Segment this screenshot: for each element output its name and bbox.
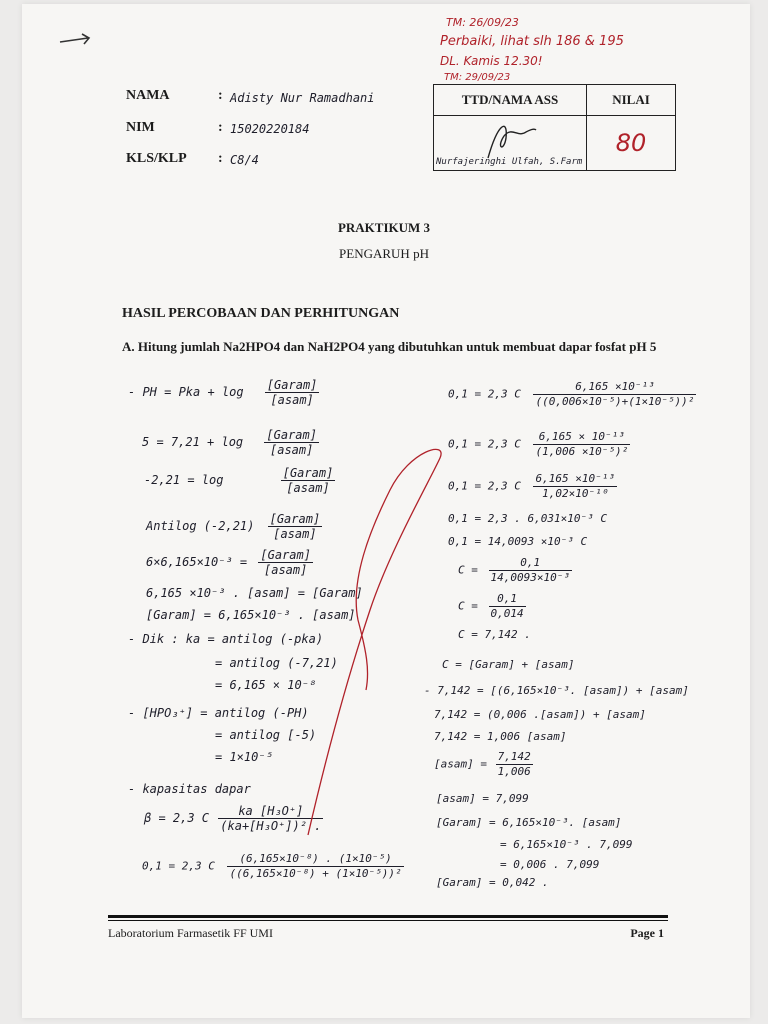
calc-right-1: 0,1 = 2,3 C $\frac{\text{6,165 ×10⁻¹³}}{\text{((0,006×10⁻⁵)+(1×10⁻⁵))²}}$ [448, 380, 695, 408]
section-heading: HASIL PERCOBAAN DAN PERHITUNGAN [122, 306, 400, 321]
calc-right-10: - 7,142 = [(6,165×10⁻³. [asam]) + [asam] [424, 684, 689, 697]
footer-lab-name: Laboratorium Farmasetik FF UMI [108, 926, 273, 940]
calc-right-8: C = 7,142 . [458, 628, 531, 641]
assistant-name: Nurfajeringhi Ulfah, S.Farm [436, 157, 583, 167]
footer-page-number: Page 1 [630, 926, 664, 940]
annotation-deadline: DL. Kamis 12.30! [440, 54, 543, 68]
calc-left-4: Antilog (-2,21) $\frac{\text{[Garam]}}{\text{[asam]}}$ [146, 512, 321, 541]
calc-left-2: 5 = 7,21 + log $\frac{\text{[Garam]}}{\text{[asam]}}$ [142, 428, 317, 457]
calc-right-4: 0,1 = 2,3 . 6,031×10⁻³ C [448, 512, 607, 525]
annotation-date-2: TM: 29/09/23 [444, 72, 511, 83]
calc-left-8: - Dik : ka = antilog (-pka) [128, 632, 324, 646]
calc-left-13: = 1×10⁻⁵ [215, 750, 273, 764]
calc-left-9: = antilog (-7,21) [215, 656, 338, 670]
assistant-header: TTD/NAMA ASS [434, 85, 587, 116]
topic-title: PENGARUH pH [339, 246, 429, 261]
calc-left-5: 6×6,165×10⁻³ = $\frac{\text{[Garam]}}{\text{[asam]}}$ [146, 548, 311, 577]
calc-right-5: 0,1 = 14,0093 ×10⁻³ C [448, 535, 588, 548]
nim-colon: : [218, 120, 223, 135]
calc-right-6: C = $\frac{0,1}{\text{14,0093×10⁻³}}$ [458, 556, 570, 584]
calc-right-3: 0,1 = 2,3 C $\frac{\text{6,165 ×10⁻¹³}}{\text{1,02×10⁻¹⁰}}$ [448, 472, 615, 500]
annotation-revision-note: Perbaiki, lihat slh 186 & 195 [440, 34, 624, 49]
calc-left-12: = antilog [-5) [215, 728, 317, 742]
calc-left-11: - [HPO₃⁺] = antilog (-PH) [128, 706, 309, 720]
calc-right-9: C = [Garam] + [asam] [442, 658, 575, 671]
nim-value: 15020220184 [230, 122, 310, 136]
score-header: NILAI [587, 85, 676, 116]
assistant-cell [434, 116, 587, 171]
grade-table [433, 84, 676, 171]
calc-right-7: C = $\frac{0,1}{0,014}$ [458, 592, 524, 620]
nama-label: NAMA [126, 88, 170, 103]
score-cell [587, 116, 676, 171]
calc-right-16: = 6,165×10⁻³ . 7,099 [500, 838, 633, 851]
calc-right-11: 7,142 = (0,006 .[asam]) + [asam] [434, 708, 646, 721]
nama-colon: : [218, 88, 223, 103]
calc-right-2: 0,1 = 2,3 C $\frac{\text{6,165 × 10⁻¹³}}{\text{(1,006 ×10⁻⁵)²}}$ [448, 430, 629, 458]
calc-left-1: - PH = Pka + log $\frac{\text{[Garam]}}{\text{[asam]}}$ [128, 378, 318, 407]
calc-right-15: [Garam] = 6,165×10⁻³. [asam] [436, 816, 622, 829]
practicum-title: PRAKTIKUM 3 [337, 220, 431, 235]
calc-right-13: [asam] = $\frac{7,142}{1,006}$ [434, 750, 531, 778]
footer-rule-thick [108, 915, 668, 918]
calc-left-7: [Garam] = 6,165×10⁻³ . [asam] [146, 608, 356, 622]
calc-right-17: = 0,006 . 7,099 [500, 858, 600, 871]
calc-right-18: [Garam] = 0,042 . [436, 876, 549, 889]
calc-right-14: [asam] = 7,099 [436, 792, 529, 805]
calc-right-12: 7,142 = 1,006 [asam] [434, 730, 567, 743]
kls-colon: : [218, 151, 223, 166]
nama-value: Adisty Nur Ramadhani [230, 91, 375, 105]
pen-mark-icon [58, 32, 98, 48]
calc-left-6: 6,165 ×10⁻³ . [asam] = [Garam] [146, 586, 363, 600]
calc-left-14: - kapasitas dapar [128, 782, 251, 796]
calc-left-3: -2,21 = log $\frac{\text{[Garam]}}{\text{[asam]}}$ [144, 466, 334, 495]
calc-left-15: β = 2,3 C $\frac{\text{ka [H₃O⁺]}}{\text{(ka+[H₃O⁺])² .}}$ [144, 804, 322, 833]
nim-label: NIM [126, 120, 155, 135]
calc-left-16: 0,1 = 2,3 C $\frac{\text{(6,165×10⁻⁸) . (1×10⁻⁵)}}{\text{((6,165×10⁻⁸) + (1×10⁻⁵))²}}$ [142, 852, 402, 880]
annotation-date-1: TM: 26/09/23 [446, 16, 519, 29]
question-a: A. Hitung jumlah Na2HPO4 dan NaH2PO4 yang dibutuhkan untuk membuat dapar fosfat pH 5 [122, 339, 657, 354]
score-value: 80 [615, 129, 647, 157]
footer-rule-thin [108, 920, 668, 921]
kls-value: C8/4 [230, 153, 259, 167]
calc-left-10: = 6,165 × 10⁻⁸ [215, 678, 317, 692]
check-stroke-icon [290, 440, 460, 840]
kls-label: KLS/KLP [126, 151, 187, 166]
